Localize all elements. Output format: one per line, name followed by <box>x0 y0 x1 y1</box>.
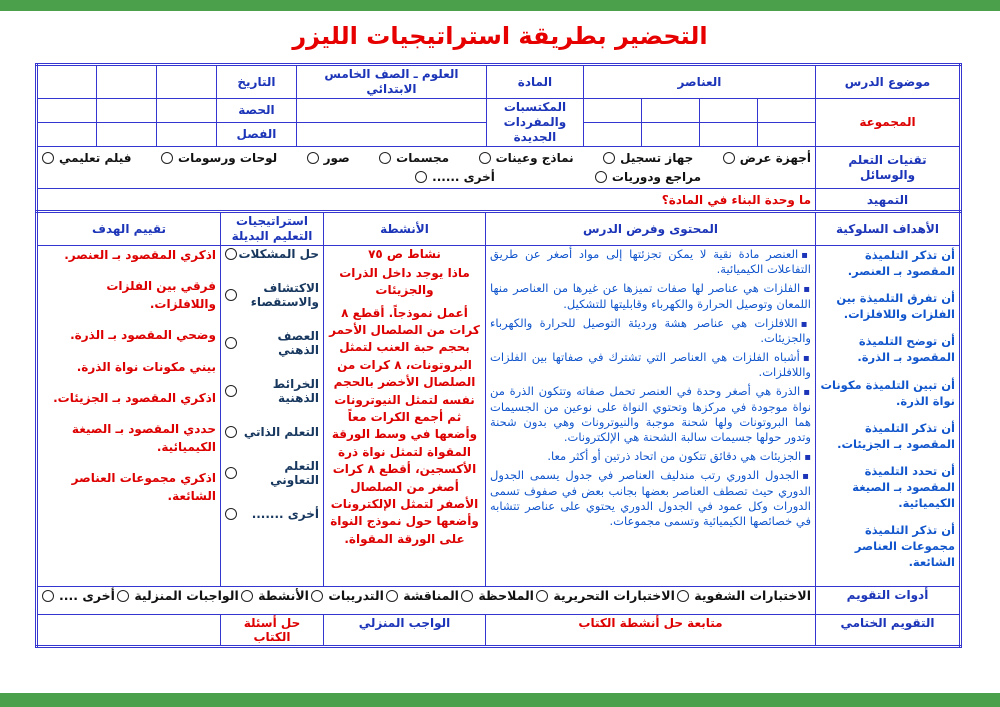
activity-question: ماذا يوجد داخل الذرات والجزيئات <box>339 266 470 297</box>
learning-tools-label: تقنيات التعلم والوسائل <box>816 147 961 189</box>
content-item <box>490 281 811 311</box>
strategy-option <box>225 329 319 357</box>
lesson-subject-value: العناصر <box>583 65 815 99</box>
subject-label: المادة <box>486 65 583 99</box>
empty-field-cell[interactable] <box>156 99 216 123</box>
radio-circle-icon[interactable] <box>225 289 237 301</box>
radio-circle-icon[interactable] <box>479 152 491 164</box>
bottom-green-bar <box>0 693 1000 707</box>
objective-item: أن تحدد التلميذة المقصود بـ الصيغة الكيميائية. <box>852 463 955 511</box>
strategy-option <box>225 377 319 405</box>
content-item <box>490 468 811 529</box>
evaluation-tool-label: الملاحظة <box>478 588 534 603</box>
info-row-intro <box>36 189 960 213</box>
radio-circle-icon[interactable] <box>461 590 473 602</box>
tool-option <box>379 151 449 165</box>
date-label: التاريخ <box>216 65 296 99</box>
radio-circle-icon[interactable] <box>225 248 237 260</box>
objective-item: أن تفرق التلميذة بين الفلزات واللافلزات. <box>836 291 955 322</box>
evaluation-tools-label: أدوات التقويم <box>816 587 961 615</box>
empty-field-cell[interactable] <box>296 123 486 147</box>
tool-label: صور <box>323 151 350 165</box>
tool-label: جهاز تسجيل <box>620 151 694 165</box>
content-item <box>490 449 811 464</box>
evaluation-tool-option <box>461 588 534 603</box>
evaluation-tool-label: الواجبات المنزلية <box>134 588 239 603</box>
tool-label: مراجع ودوريات <box>611 170 701 184</box>
top-green-bar <box>0 0 1000 11</box>
tool-option <box>479 151 574 165</box>
empty-field-cell[interactable] <box>36 65 96 99</box>
tool-option <box>42 151 132 165</box>
radio-circle-icon[interactable] <box>42 590 54 602</box>
square-bullet-icon: ▪ <box>801 250 811 261</box>
radio-circle-icon[interactable] <box>117 590 129 602</box>
strategy-label: أخرى ....... <box>251 507 319 521</box>
empty-field-cell[interactable] <box>700 123 758 147</box>
plan-header-row <box>37 212 961 246</box>
strategies-column <box>221 246 324 587</box>
content-text: الفلزات هي عناصر لها صفات تميزها عن غيرها من العناصر منها اللمعان وتوصيل الحرارة والكهرباء وقابليتها للتشكيل. <box>490 281 811 311</box>
strategy-option <box>225 507 319 521</box>
intro-question: ما وحدة البناء في المادة؟ <box>36 189 815 213</box>
objectives-column <box>816 246 961 587</box>
evaluation-tool-option <box>536 588 675 603</box>
evaluation-tool-option <box>42 588 115 603</box>
evaluation-tool-option <box>117 588 238 603</box>
final-evaluation-value: متابعة حل أنشطة الكتاب <box>486 615 816 647</box>
learning-tools-cell <box>36 147 815 189</box>
square-bullet-icon: ▪ <box>804 452 811 464</box>
empty-field-cell[interactable] <box>758 123 816 147</box>
empty-field-cell[interactable] <box>96 65 156 99</box>
tools-line-2 <box>42 170 811 184</box>
radio-circle-icon[interactable] <box>595 171 607 183</box>
tool-label: نماذج وعينات <box>495 151 574 165</box>
evaluation-tool-option <box>386 588 459 603</box>
content-item <box>490 384 811 445</box>
square-bullet-icon: ▪ <box>802 353 811 365</box>
goal-eval-column <box>37 246 221 587</box>
goal-eval-item: اذكري المقصود بـ العنصر. <box>64 248 216 262</box>
empty-field-cell[interactable] <box>642 99 700 123</box>
empty-field-cell[interactable] <box>583 99 641 123</box>
evaluation-tool-option <box>241 588 309 603</box>
evaluation-tools-row <box>37 587 961 615</box>
radio-circle-icon[interactable] <box>225 337 237 349</box>
strategy-label: العصف الذهني <box>277 329 319 357</box>
content-header: المحتوى وفرض الدرس <box>486 212 816 246</box>
radio-circle-icon[interactable] <box>225 426 237 438</box>
tool-label: أخرى ...... <box>432 170 495 184</box>
content-text: الجزيئات هي دقائق تتكون من اتحاد ذرتين أو أكثر معا. <box>547 449 802 464</box>
content-text: اللافلزات هي عناصر هشة ورديئة التوصيل للحرارة والكهرباء والجزيئات. <box>490 315 811 345</box>
empty-field-cell[interactable] <box>583 123 641 147</box>
evaluation-tool-label: التدريبات <box>328 588 384 603</box>
empty-field-cell[interactable] <box>36 123 96 147</box>
tool-option <box>603 151 693 165</box>
content-item <box>490 316 811 346</box>
radio-circle-icon[interactable] <box>42 152 54 164</box>
objective-item: أن توضح التلميذة المقصود بـ الذرة. <box>857 334 955 365</box>
evaluation-tool-label: الأنشطة <box>258 588 309 603</box>
radio-circle-icon[interactable] <box>386 590 398 602</box>
empty-field-cell[interactable] <box>96 99 156 123</box>
square-bullet-icon: ▪ <box>803 387 811 399</box>
activities-column <box>324 246 486 587</box>
evaluation-tool-label: أخرى .... <box>59 588 115 603</box>
radio-circle-icon[interactable] <box>536 590 548 602</box>
radio-circle-icon[interactable] <box>225 467 237 479</box>
lesson-plan-table <box>35 210 962 648</box>
radio-circle-icon[interactable] <box>677 590 689 602</box>
info-row-tools <box>36 147 960 189</box>
tool-option <box>307 151 350 165</box>
strategy-label: التعلم التعاوني <box>270 459 319 487</box>
objective-item: أن تذكر التلميذة المقصود بـ الجزيئات. <box>837 420 955 451</box>
square-bullet-icon: ▪ <box>802 471 811 483</box>
strategy-option <box>225 459 319 487</box>
final-evaluation-label: التقويم الختامي <box>816 615 961 647</box>
content-item <box>490 350 811 380</box>
empty-field-cell[interactable] <box>296 99 486 123</box>
tools-line-1 <box>42 151 811 165</box>
intro-label: التمهيد <box>816 189 961 213</box>
objective-item: أن تذكر التلميذة المقصود بـ العنصر. <box>847 248 955 279</box>
period-label: الحصة <box>216 99 296 123</box>
strategy-option <box>225 247 319 261</box>
subject-value: العلوم ـ الصف الخامس الابتدائي <box>296 65 486 99</box>
lesson-subject-label: موضوع الدرس <box>816 65 961 99</box>
square-bullet-icon: ▪ <box>803 284 811 296</box>
final-evaluation-row <box>37 615 961 647</box>
tool-option <box>595 170 701 184</box>
empty-field-cell[interactable] <box>642 123 700 147</box>
evaluation-tool-option <box>311 588 384 603</box>
strategy-label: الاكتشاف والاستقصاء <box>250 281 319 309</box>
strategy-option <box>225 425 319 439</box>
content-column <box>486 246 816 587</box>
strategy-label: التعلم الذاتي <box>243 425 319 439</box>
radio-circle-icon[interactable] <box>415 171 427 183</box>
page-title: التحضير بطريقة استراتيجيات الليزر <box>292 22 708 50</box>
group-label: المجموعة <box>816 99 961 147</box>
radio-circle-icon[interactable] <box>723 152 735 164</box>
radio-circle-icon[interactable] <box>161 152 173 164</box>
tool-label: أجهزة عرض <box>739 151 811 165</box>
activity-title: نشاط ص ٧٥ <box>368 247 441 261</box>
objective-item: أن تبين التلميذة مكونات نواة الذرة. <box>820 377 955 408</box>
goal-eval-header: تقييم الهدف <box>37 212 221 246</box>
empty-field-cell[interactable] <box>96 123 156 147</box>
square-bullet-icon: ▪ <box>800 318 811 330</box>
activity-body: أعمل نموذجاً. أقطع ٨ كرات من الصلصال الأحمر بحجم حبة العنب لتمثل البروتونات، ٨ كرات من الصلصال الأخضر بالحجم نفسه لتمثل النيوترونات ثم أجمع الكرات معاً وأضعها في وسط الورقة المقواة لتمثل نواة ذرة الأكسجين، أقطع ٨ كرات أصغر من الصلصال الأصفر لتمثل الإلكترونات وأضعها حول نموذج النواة على الورقة المقواة. <box>329 305 480 546</box>
goal-eval-item: بيني مكونات نواة الذرة. <box>76 359 216 374</box>
tool-option <box>161 151 277 165</box>
goal-eval-item: وضحي المقصود بـ الذرة. <box>70 328 216 343</box>
empty-field-cell[interactable] <box>156 123 216 147</box>
tool-label: مجسمات <box>396 151 450 165</box>
empty-field-cell[interactable] <box>156 65 216 99</box>
radio-circle-icon[interactable] <box>241 590 253 602</box>
empty-field-cell[interactable] <box>36 99 96 123</box>
class-label: الفصل <box>216 123 296 147</box>
homework-value: حل أسئلة الكتاب <box>221 615 324 647</box>
goal-eval-item: اذكري مجموعات العناصر الشائعة. <box>71 471 216 503</box>
plan-body-row <box>37 246 961 587</box>
objectives-header: الأهداف السلوكية <box>816 212 961 246</box>
radio-circle-icon[interactable] <box>225 385 237 397</box>
radio-circle-icon[interactable] <box>603 152 615 164</box>
tool-label: فيلم تعليمي <box>59 151 132 165</box>
objective-item: أن تذكر التلميذة مجموعات العناصر الشائعة. <box>854 523 955 570</box>
tool-option <box>723 151 811 165</box>
goal-eval-item: حددي المقصود بـ الصيغة الكيميائية. <box>71 422 216 454</box>
content-text: الذرة هي أصغر وحدة في العنصر تحمل صفاته وتتكون الذرة من نواة موجودة في مركزها وتحتوي النواة على نوعين من الجسيمات هما البروتونات ولها شحنة موجبة والنيوترونات وهي بدون شحنة وتدور حولها جسيمات سالبة الشحنة هي الإلكترونات. <box>490 384 811 444</box>
radio-circle-icon[interactable] <box>379 152 391 164</box>
info-row-group <box>36 99 960 123</box>
strategies-header: استراتيجيات التعليم البديلة <box>221 212 324 246</box>
evaluation-tools-line <box>42 588 811 603</box>
info-table <box>35 63 962 214</box>
evaluation-tool-label: الاختبارات الشفوية <box>694 588 811 603</box>
evaluation-tool-label: المناقشة <box>403 588 459 603</box>
empty-field-cell[interactable] <box>37 615 221 647</box>
radio-circle-icon[interactable] <box>307 152 319 164</box>
strategy-label: حل المشكلات <box>238 247 319 261</box>
tool-label: لوحات ورسومات <box>178 151 278 165</box>
radio-circle-icon[interactable] <box>311 590 323 602</box>
content-text: أشباه الفلزات هي العناصر التي تشترك في صفاتها بين الفلزات واللافلزات. <box>490 350 811 380</box>
goal-eval-item: فرقي بين الفلزات واللافلزات. <box>106 279 216 311</box>
strategy-label: الخرائط الذهنية <box>272 377 319 405</box>
activities-header: الأنشطة <box>324 212 486 246</box>
strategy-option <box>225 281 319 309</box>
info-row-subject <box>36 65 960 99</box>
radio-circle-icon[interactable] <box>225 508 237 520</box>
acquisitions-label: المكتسبات والمفردات الجديدة <box>486 99 583 147</box>
content-text: العنصر مادة نقية لا يمكن تجزئتها إلى مواد أصغر عن طريق التفاعلات الكيميائية. <box>490 247 811 277</box>
evaluation-tool-label: الاختبارات التحريرية <box>553 588 675 603</box>
homework-label: الواجب المنزلي <box>324 615 486 647</box>
empty-field-cell[interactable] <box>700 99 758 123</box>
evaluation-tools-cell <box>37 587 816 615</box>
evaluation-tool-option <box>677 588 811 603</box>
goal-eval-item: اذكري المقصود بـ الجزيئات. <box>53 390 216 405</box>
content-item <box>490 247 811 277</box>
content-text: الجدول الدوري رتب مندليف العناصر في جدول يسمى الجدول الدوري حيث تصطف العناصر بعضها بجانب بعض في صفوف تسمى الدورات وكل عمود في الجدول الدوري يحتوي على عناصر تتشابه في خصائصها الكيميائية وتسمى مجموعات. <box>490 468 811 528</box>
empty-field-cell[interactable] <box>758 99 816 123</box>
tool-option <box>415 170 495 184</box>
